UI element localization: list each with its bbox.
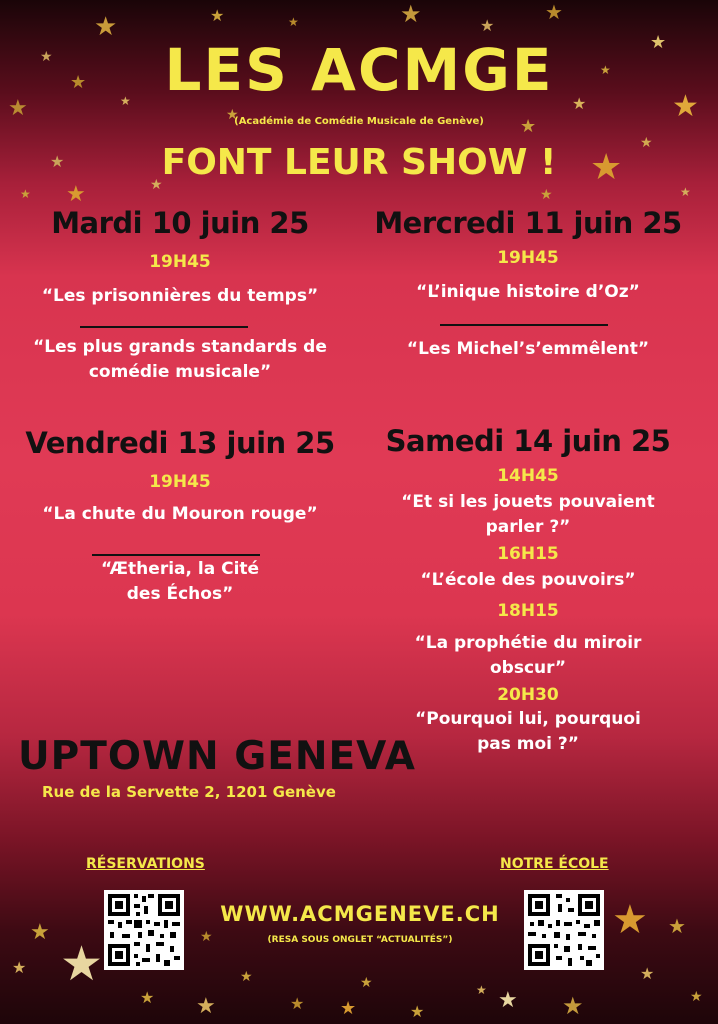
star-icon: ★ xyxy=(210,6,225,25)
show-title-line: parler ?” xyxy=(485,517,571,537)
star-icon: ★ xyxy=(30,920,50,945)
star-icon: ★ xyxy=(12,958,27,977)
reservations-qr-code[interactable] xyxy=(104,890,184,970)
academy-fullname: (Académie de Comédie Musicale de Genève) xyxy=(234,116,484,127)
day-block-mardi xyxy=(20,206,340,385)
show-title-line: pas moi ?” xyxy=(477,734,579,754)
show-title-line: “Et si les jouets pouvaient xyxy=(401,492,655,512)
show-title xyxy=(368,707,688,757)
venue-name: UPTOWN GENEVA xyxy=(18,734,416,779)
show-title xyxy=(368,490,688,540)
star-icon: ★ xyxy=(400,0,422,28)
star-icon: ★ xyxy=(650,32,667,53)
show-title xyxy=(20,335,340,385)
star-icon: ★ xyxy=(240,969,253,985)
show-title-line: “Les plus grands standards de xyxy=(33,337,327,357)
star-icon: ★ xyxy=(600,63,611,77)
day-block-mercredi xyxy=(368,206,688,362)
star-icon: ★ xyxy=(668,914,686,938)
website-link[interactable]: WWW.ACMGENEVE.CH xyxy=(220,902,500,926)
star-icon: ★ xyxy=(410,1002,425,1021)
day-heading: Vendredi 13 juin 25 xyxy=(25,426,335,460)
star-icon: ★ xyxy=(70,72,87,93)
reservation-note: (RESA SOUS ONGLET “ACTUALITÉS”) xyxy=(267,935,453,945)
separator-line xyxy=(80,326,248,328)
star-icon: ★ xyxy=(150,177,163,193)
reservations-label: RÉSERVATIONS xyxy=(86,856,205,872)
show-time: 20H30 xyxy=(497,685,559,705)
star-icon: ★ xyxy=(590,147,623,188)
star-icon: ★ xyxy=(40,49,53,65)
venue-address: Rue de la Servette 2, 1201 Genève xyxy=(42,783,336,801)
school-qr-code[interactable] xyxy=(524,890,604,970)
star-icon: ★ xyxy=(690,989,703,1005)
show-title: “Les Michel’s’emmêlent” xyxy=(406,339,650,359)
star-icon: ★ xyxy=(540,187,553,203)
star-icon: ★ xyxy=(562,992,584,1020)
day-heading: Mardi 10 juin 25 xyxy=(51,206,309,240)
star-icon: ★ xyxy=(290,994,305,1013)
show-title-line: “Ætheria, la Cité xyxy=(100,559,260,579)
star-icon: ★ xyxy=(94,12,118,42)
star-icon: ★ xyxy=(8,96,28,121)
show-title xyxy=(20,557,340,607)
show-time: 16H15 xyxy=(497,544,559,564)
star-icon: ★ xyxy=(520,116,537,137)
star-icon: ★ xyxy=(360,975,373,991)
show-title-line: “La prophétie du miroir xyxy=(414,633,642,653)
star-icon: ★ xyxy=(340,998,357,1019)
star-icon: ★ xyxy=(498,988,518,1013)
show-title-line: des Échos” xyxy=(126,584,234,604)
day-block-vendredi xyxy=(20,426,340,607)
star-icon: ★ xyxy=(196,994,216,1019)
star-icon: ★ xyxy=(60,936,104,992)
star-icon: ★ xyxy=(288,15,299,29)
star-icon: ★ xyxy=(66,182,86,207)
star-icon: ★ xyxy=(612,897,648,943)
show-title: “La chute du Mouron rouge” xyxy=(42,504,318,524)
poster-title: LES ACMGE xyxy=(164,36,554,104)
star-icon: ★ xyxy=(476,983,487,997)
school-label: NOTRE ÉCOLE xyxy=(500,856,609,872)
show-title: “L’inique histoire d’Oz” xyxy=(416,282,640,302)
star-icon: ★ xyxy=(226,107,239,123)
separator-line xyxy=(92,554,260,556)
star-icon: ★ xyxy=(672,89,699,124)
star-icon: ★ xyxy=(640,964,655,983)
star-icon: ★ xyxy=(140,988,155,1007)
star-icon: ★ xyxy=(50,152,65,171)
separator-line xyxy=(440,324,608,326)
day-block-samedi xyxy=(368,424,688,757)
star-icon: ★ xyxy=(480,16,495,35)
star-icon: ★ xyxy=(640,135,653,151)
show-title-line: “Pourquoi lui, pourquoi xyxy=(415,709,641,729)
star-icon: ★ xyxy=(120,94,131,108)
show-time: 14H45 xyxy=(497,466,559,486)
show-title-line: obscur” xyxy=(489,658,567,678)
show-title-line: comédie musicale” xyxy=(88,362,272,382)
star-icon: ★ xyxy=(200,929,213,945)
show-title xyxy=(368,631,688,681)
day-heading: Mercredi 11 juin 25 xyxy=(374,206,682,240)
show-title: “Les prisonnières du temps” xyxy=(41,286,319,306)
show-time: 19H45 xyxy=(149,472,211,492)
show-title: “L’école des pouvoirs” xyxy=(420,570,636,590)
day-heading: Samedi 14 juin 25 xyxy=(385,424,671,458)
show-time: 18H15 xyxy=(497,601,559,621)
poster-tagline: FONT LEUR SHOW ! xyxy=(161,142,557,183)
star-icon: ★ xyxy=(680,185,691,199)
show-time: 19H45 xyxy=(149,252,211,272)
star-icon: ★ xyxy=(20,187,31,201)
show-time: 19H45 xyxy=(497,248,559,268)
star-icon: ★ xyxy=(572,94,587,113)
star-icon: ★ xyxy=(545,0,563,24)
